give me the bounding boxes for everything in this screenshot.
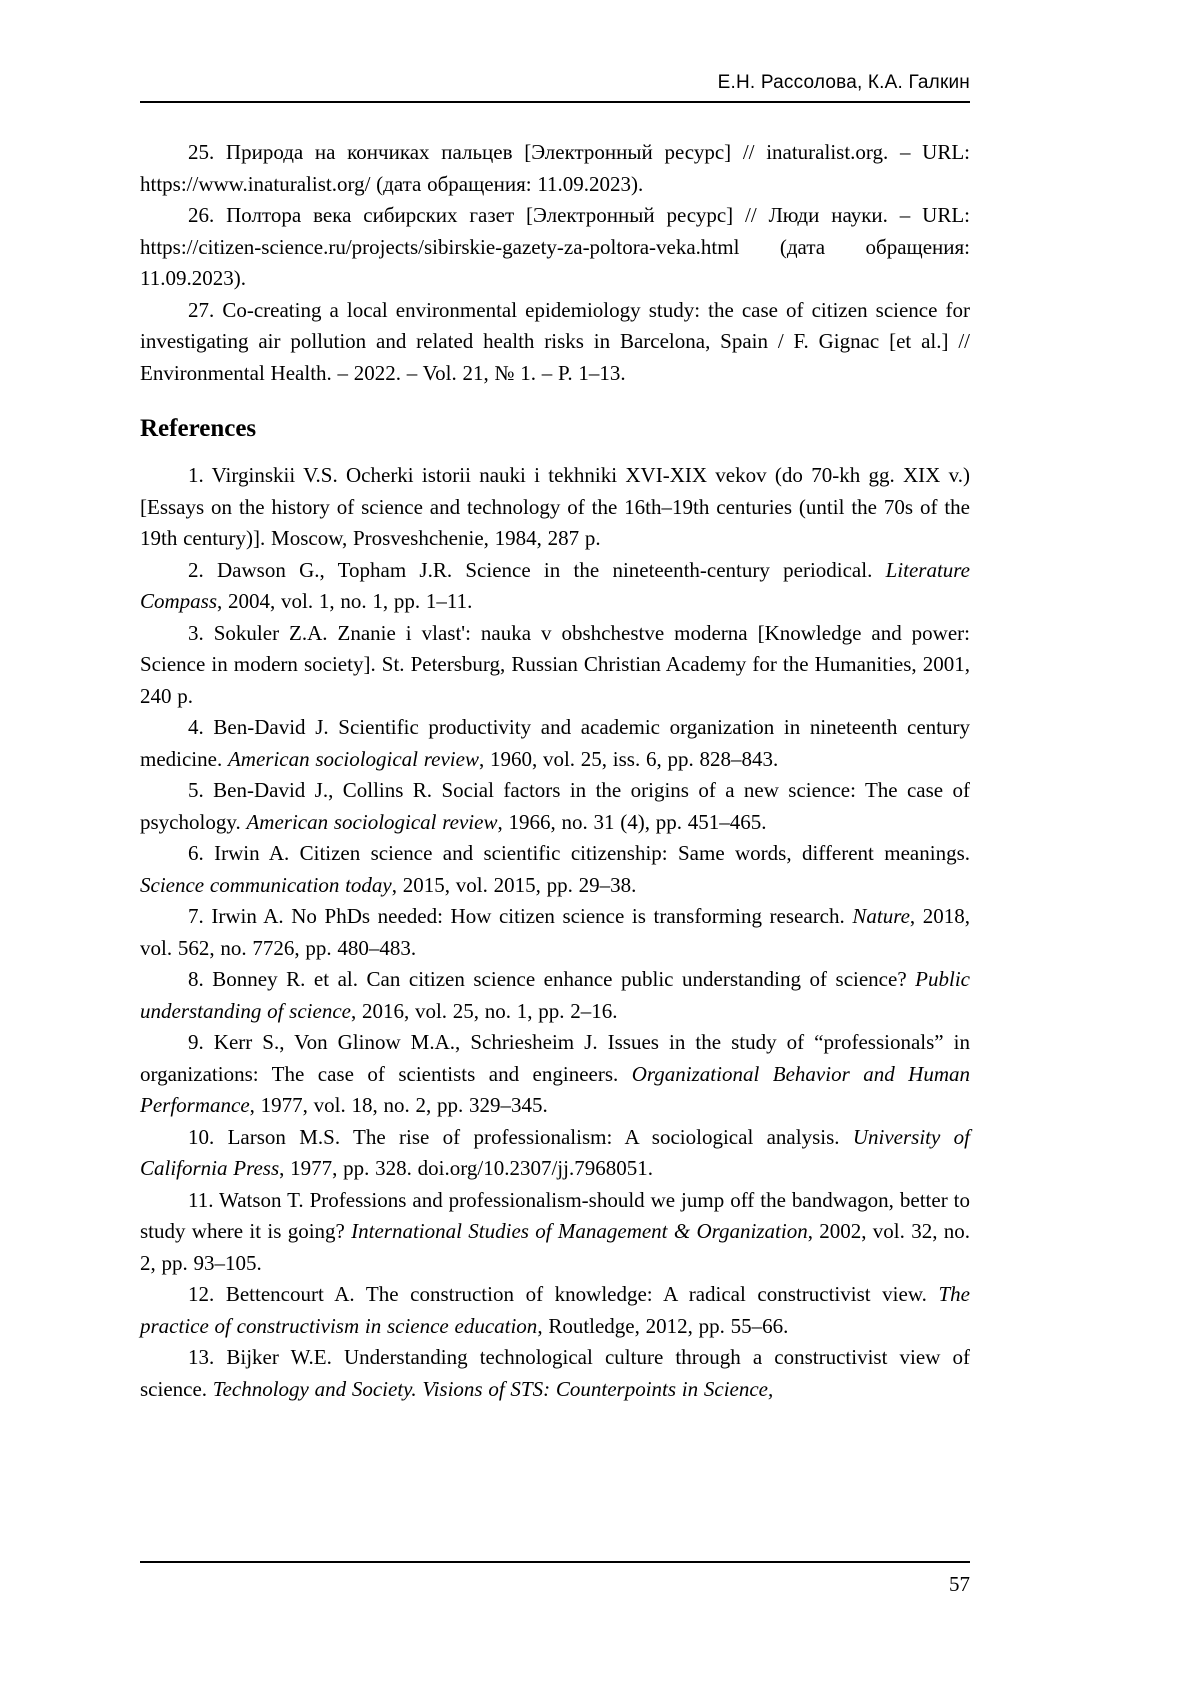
reference-text: 13. Bijker W.E. Understanding technological culture through a constructivist view of science. xyxy=(140,1345,970,1401)
references-heading: References xyxy=(140,415,257,442)
reference-text: 12. Bettencourt A. The construction of knowledge: A radical constructivist view. xyxy=(188,1282,939,1306)
reference-item xyxy=(140,1027,970,1122)
reference-item xyxy=(140,295,970,390)
reference-text: , 2004, vol. 1, no. 1, pp. 1–11. xyxy=(217,589,473,613)
reference-text: 27. Co-creating a local environmental epidemiology study: the case of citizen science for investigating air pollution and related health risks in Barcelona, Spain / F. Gignac [et al.] // Environmental Health. – 2022. – Vol. 21, № 1. – P. 1–13. xyxy=(140,297,970,385)
reference-item xyxy=(140,838,970,901)
reference-text: 7. Irwin A. No PhDs needed: How citizen science is transforming research. xyxy=(188,904,853,928)
reference-text: , 1977, vol. 18, no. 2, pp. 329–345. xyxy=(249,1093,548,1117)
reference-item xyxy=(140,618,970,713)
reference-source-title-italic: International Studies of Management & Organization xyxy=(351,1219,808,1243)
reference-item xyxy=(140,1122,970,1185)
reference-text: 26. Полтора века сибирских газет [Электронный ресурс] // Люди науки. – URL: https://citizen-science.ru/projects/sibirskie-gazety-za-poltora-veka.html (дата обращения: 11.09.2023). xyxy=(140,203,970,290)
reference-item xyxy=(140,460,970,555)
reference-item xyxy=(140,1185,970,1280)
reference-source-title-italic: University of California Press xyxy=(140,1124,971,1180)
reference-item xyxy=(140,964,970,1027)
reference-text: , 1977, pp. 328. doi.org/10.2307/jj.7968051. xyxy=(279,1156,653,1180)
reference-text: , 2016, vol. 25, no. 1, pp. 2–16. xyxy=(350,998,618,1023)
reference-text: 4. Ben-David J. Scientific productivity and academic organization in nineteenth century medicine. xyxy=(140,715,970,771)
reference-text: , 1960, vol. 25, iss. 6, pp. 828–843. xyxy=(478,746,779,771)
page-number: 57 xyxy=(949,1572,970,1596)
reference-item xyxy=(140,901,970,964)
running-header-authors: Е.Н. Рассолова, К.А. Галкин xyxy=(717,72,970,93)
page-footer xyxy=(140,1561,970,1597)
reference-text: 10. Larson M.S. The rise of professionalism: A sociological analysis. xyxy=(188,1124,853,1149)
reference-text: 3. Sokuler Z.A. Znanie i vlast': nauka v obshchestve moderna [Knowledge and power: Science in modern society]. St. Petersburg, Russian Christian Academy for the Humanities, 2001, 240 p. xyxy=(140,620,970,708)
reference-text: 2. Dawson G., Topham J.R. Science in the nineteenth-century periodical. xyxy=(188,557,886,582)
reference-text: 5. Ben-David J., Collins R. Social factors in the origins of a new science: The case of psychology. xyxy=(140,778,970,834)
reference-text: 11. Watson T. Professions and professionalism-should we jump off the bandwagon, better to study where it is going? xyxy=(140,1187,970,1243)
reference-item xyxy=(140,137,970,200)
reference-item xyxy=(140,775,970,838)
header-rule xyxy=(140,101,970,103)
reference-text: 25. Природа на кончиках пальцев [Электронный ресурс] // inaturalist.org. – URL: https://www.inaturalist.org/ (дата обращения: 11.09.2023). xyxy=(140,140,970,196)
reference-source-title-italic: American sociological review xyxy=(246,809,498,834)
reference-item xyxy=(140,1279,970,1342)
reference-text: 8. Bonney R. et al. Can citizen science enhance public understanding of science? xyxy=(188,967,916,991)
reference-source-title-italic: Literature Compass xyxy=(140,557,970,613)
reference-item xyxy=(140,712,970,775)
references-list xyxy=(140,460,970,1405)
reference-text: 6. Irwin A. Citizen science and scientific citizenship: Same words, different meanings. xyxy=(188,841,970,865)
russian-references-continued xyxy=(140,137,970,389)
reference-item xyxy=(140,1342,970,1405)
reference-source-title-italic: Technology and Society. Visions of STS: Counterpoints in Science, xyxy=(212,1376,774,1401)
reference-source-title-italic: American sociological review xyxy=(227,746,479,771)
reference-text: , 1966, no. 31 (4), pp. 451–465. xyxy=(497,809,767,834)
reference-source-title-italic: The practice of constructivism in science education xyxy=(140,1282,970,1338)
reference-item xyxy=(140,200,970,295)
reference-text: , 2018, vol. 562, no. 7726, pp. 480–483. xyxy=(140,904,971,960)
footer-rule xyxy=(140,1561,970,1563)
reference-source-title-italic: Organizational Behavior and Human Performance xyxy=(140,1061,970,1117)
reference-text: 1. Virginskii V.S. Ocherki istorii nauki i tekhniki XVI-XIX vekov (do 70-kh gg. XIX v.) [Essays on the history of science and technology of the 16th–19th centuries (until the 70s of the 19th century)]. Moscow, Prosveshchenie, 1984, 287 p. xyxy=(140,463,970,550)
reference-text: 9. Kerr S., Von Glinow M.A., Schriesheim J. Issues in the study of “professionals” in organizations: The case of scientists and engineers. xyxy=(140,1030,970,1086)
reference-source-title-italic: Public understanding of science xyxy=(140,967,970,1023)
reference-text: , 2015, vol. 2015, pp. 29–38. xyxy=(391,872,637,897)
reference-text: , 2002, vol. 32, no. 2, pp. 93–105. xyxy=(140,1219,970,1275)
running-header xyxy=(140,72,970,103)
reference-item xyxy=(140,555,970,618)
reference-source-title-italic: Nature xyxy=(852,904,910,928)
page-body xyxy=(140,137,970,1405)
reference-source-title-italic: Science communication today xyxy=(140,872,392,897)
reference-text: , Routledge, 2012, pp. 55–66. xyxy=(537,1313,789,1338)
